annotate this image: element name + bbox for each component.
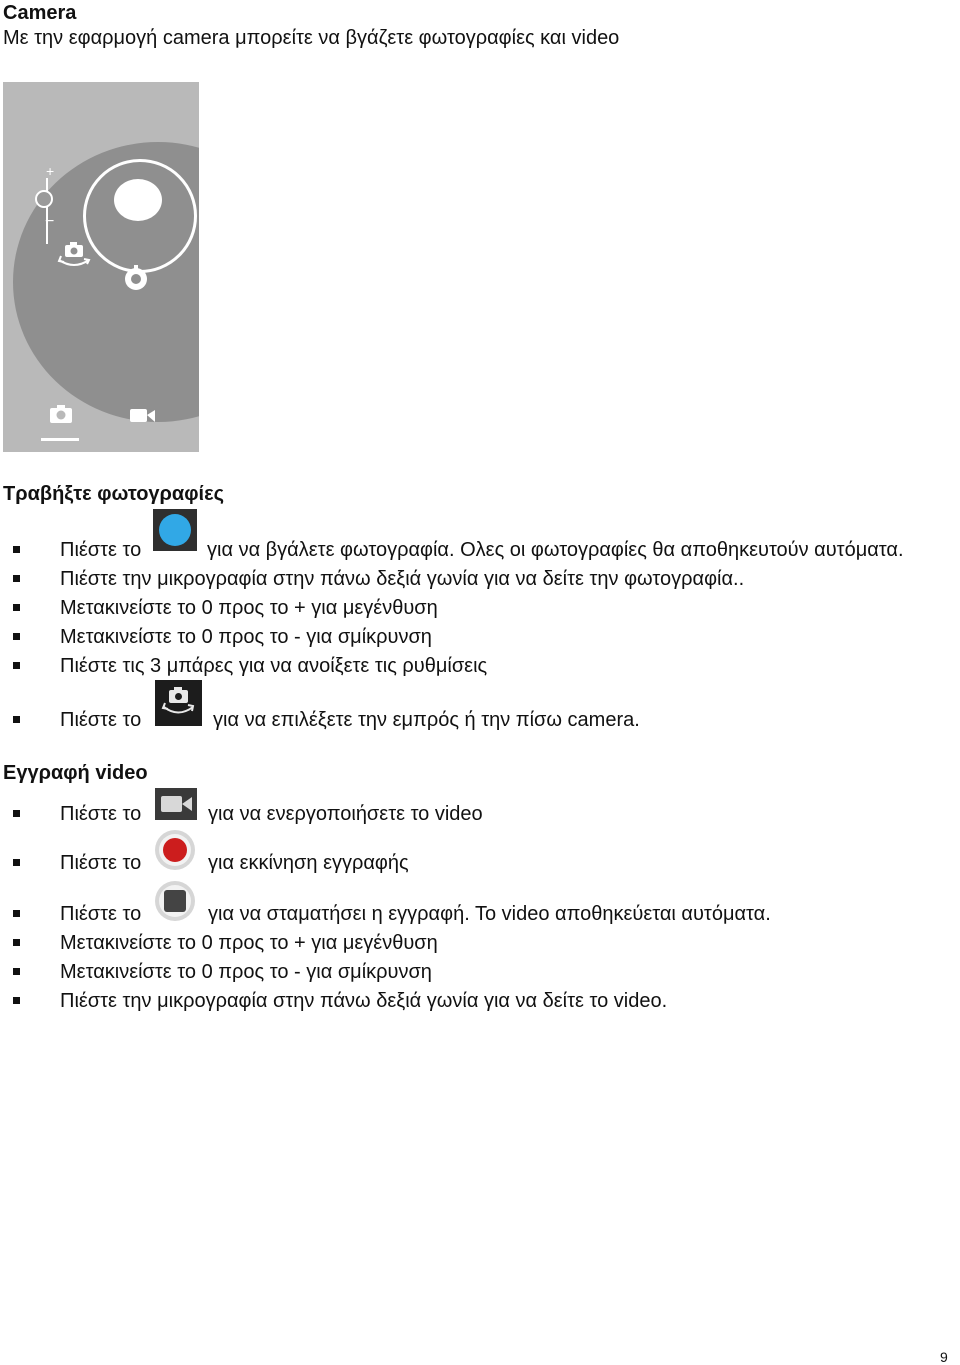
page-title: Camera	[3, 2, 77, 24]
list-item	[0, 624, 960, 654]
item-text-before: Πιέστε το	[60, 803, 142, 825]
list-item	[0, 653, 960, 683]
bullet	[13, 604, 20, 611]
list-item	[0, 566, 960, 596]
bullet	[13, 662, 20, 669]
item-text-after: για να βγάλετε φωτογραφία. Ολες οι φωτογραφίες θα αποθηκευτούν αυτόματα.	[207, 539, 904, 561]
list-item	[0, 959, 960, 989]
item-text: Μετακινείστε το 0 προς το - για σμίκρυνση	[60, 626, 432, 648]
item-text: Μετακινείστε το 0 προς το - για σμίκρυνση	[60, 961, 432, 983]
shutter-icon	[153, 509, 197, 551]
zoom-plus-label: +	[46, 164, 55, 179]
page-number: 9	[940, 1349, 948, 1365]
bullet	[13, 910, 20, 917]
intro-text: Με την εφαρμογή camera μπορείτε να βγάζετε φωτογραφίες και video	[3, 27, 620, 49]
video-mode-icon	[128, 404, 158, 428]
stop-icon	[154, 880, 196, 922]
list-item	[0, 595, 960, 625]
mode-indicator	[41, 438, 79, 441]
camera-mode-icon	[47, 402, 77, 426]
camera-app-screenshot	[3, 82, 199, 452]
zoom-minus-label: −	[45, 213, 55, 230]
bullet	[13, 939, 20, 946]
item-text: Πιέστε την μικρογραφία στην πάνω δεξιά γωνία για να δείτε το video.	[60, 990, 668, 1012]
list-item	[0, 988, 960, 1018]
item-text-after: για εκκίνηση εγγραφής	[208, 852, 409, 874]
item-text-after: για να ενεργοποιήσετε το video	[208, 803, 483, 825]
video-section-heading: Εγγραφή video	[3, 762, 148, 784]
list-item	[0, 707, 960, 737]
bullet	[13, 859, 20, 866]
item-text-before: Πιέστε το	[60, 539, 142, 561]
settings-icon	[121, 263, 151, 293]
item-text-after: για να επιλέξετε την εμπρός ή την πίσω camera.	[213, 709, 640, 731]
zoom-slider-icon	[29, 164, 69, 244]
bullet	[13, 997, 20, 1004]
item-text-before: Πιέστε το	[60, 903, 142, 925]
item-text: Μετακινείστε το 0 προς το + για μεγένθυση	[60, 932, 438, 954]
list-item	[0, 901, 960, 931]
list-item	[0, 537, 960, 567]
record-icon	[154, 829, 196, 871]
item-text-after: για να σταματήσει η εγγραφή. Το video αποθηκεύεται αυτόματα.	[208, 903, 771, 925]
switch-camera-icon	[55, 240, 95, 270]
bullet	[13, 968, 20, 975]
item-text-before: Πιέστε το	[60, 709, 142, 731]
video-camera-icon	[155, 788, 197, 820]
list-item	[0, 930, 960, 960]
bullet	[13, 810, 20, 817]
photo-section-heading: Τραβήξτε φωτογραφίες	[3, 483, 224, 505]
list-item	[0, 801, 960, 831]
bullet	[13, 546, 20, 553]
bullet	[13, 633, 20, 640]
shutter-button	[114, 179, 162, 221]
item-text: Πιέστε τις 3 μπάρες για να ανοίξετε τις ρυθμίσεις	[60, 655, 488, 677]
list-item	[0, 850, 960, 880]
item-text: Πιέστε την μικρογραφία στην πάνω δεξιά γωνία για να δείτε την φωτογραφία..	[60, 568, 745, 590]
bullet	[13, 575, 20, 582]
bullet	[13, 716, 20, 723]
item-text-before: Πιέστε το	[60, 852, 142, 874]
switch-camera-icon	[155, 680, 202, 726]
item-text: Μετακινείστε το 0 προς το + για μεγένθυση	[60, 597, 438, 619]
